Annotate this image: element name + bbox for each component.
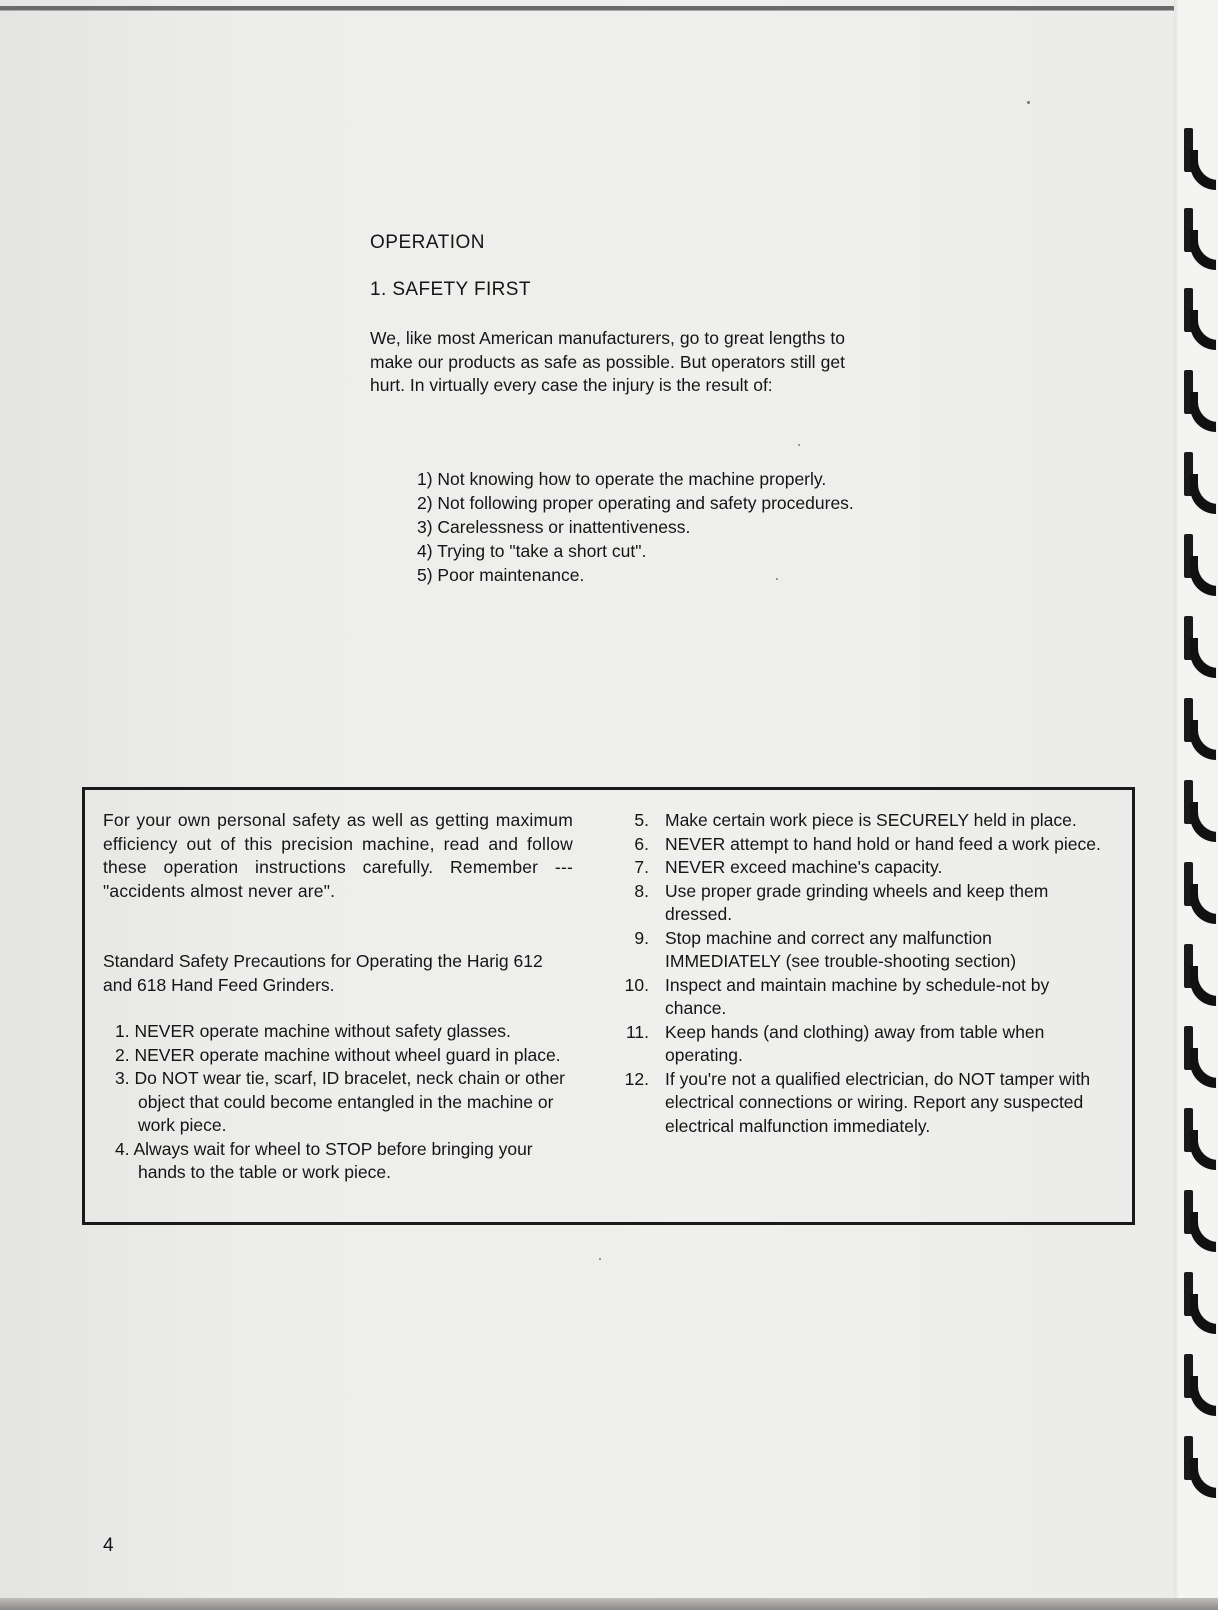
- page-number: 4: [103, 1535, 114, 1556]
- binding-ring-icon: [1184, 1354, 1214, 1420]
- box-right-column: [615, 809, 1101, 1138]
- binding-ring-icon: [1184, 370, 1214, 436]
- precautions-list-right: [615, 809, 1101, 1138]
- precautions-list-left: [115, 1020, 573, 1185]
- list-item: [615, 833, 1101, 857]
- injury-causes-list: [417, 467, 857, 587]
- item-text: Inspect and maintain machine by schedule-not by chance.: [665, 974, 1050, 1018]
- item-text: If you're not a qualified electrician, do NOT tamper with electrical connections or wiring. Report any suspected electrical malfunction immediately.: [665, 1068, 1091, 1136]
- binding-ring-icon: [1184, 1026, 1214, 1092]
- item-number: 10.: [624, 974, 649, 995]
- precautions-title: Standard Safety Precautions for Operating the Harig 612 and 618 Hand Feed Grinders.: [103, 951, 543, 995]
- binding-ring-icon: [1184, 1190, 1214, 1256]
- binding-ring-icon: [1184, 944, 1214, 1010]
- item-number: 6.: [634, 833, 649, 854]
- binding-ring-icon: [1184, 208, 1214, 274]
- list-item: [615, 1021, 1101, 1068]
- list-item: 1. NEVER operate machine without safety glasses.: [115, 1021, 511, 1041]
- binding-ring-icon: [1184, 288, 1214, 354]
- binding-ring-icon: [1184, 1436, 1214, 1502]
- item-text: Keep hands (and clothing) away from table when operating.: [665, 1021, 1045, 1065]
- page-heading: OPERATION: [370, 232, 485, 253]
- item-text: Make certain work piece is SECURELY held in place.: [665, 810, 1077, 830]
- binding-ring-icon: [1184, 862, 1214, 928]
- list-item: 3. Do NOT wear tie, scarf, ID bracelet, neck chain or other object that could become entangled in the machine or work piece.: [115, 1068, 566, 1135]
- item-number: 8.: [634, 880, 649, 901]
- box-left-column: [103, 809, 573, 1185]
- speck: [599, 1258, 601, 1260]
- list-item: 3) Carelessness or inattentiveness.: [417, 517, 691, 537]
- binding-ring-icon: [1184, 452, 1214, 518]
- item-number: 11.: [625, 1021, 649, 1042]
- list-item: [615, 1068, 1101, 1139]
- list-item: 5) Poor maintenance.: [417, 565, 585, 585]
- list-item: 4. Always wait for wheel to STOP before bringing your hands to the table or work piece.: [115, 1138, 533, 1182]
- list-item: 1) Not knowing how to operate the machine properly.: [417, 469, 827, 489]
- safety-precautions-box: [82, 787, 1135, 1225]
- speck: [1027, 101, 1030, 104]
- item-text: NEVER attempt to hand hold or hand feed a work piece.: [665, 833, 1101, 854]
- list-item: [615, 809, 1101, 833]
- intro-paragraph: We, like most American manufacturers, go to great lengths to make our products as safe as possible. But operators still get hurt. In virtually every case the injury is the result of:: [370, 328, 845, 395]
- binding-ring-icon: [1184, 1272, 1214, 1338]
- list-item: [615, 927, 1101, 974]
- item-number: 12.: [624, 1068, 649, 1089]
- binding-ring-icon: [1184, 534, 1214, 600]
- list-item: 4) Trying to "take a short cut".: [417, 541, 647, 561]
- item-text: Use proper grade grinding wheels and keep them dressed.: [665, 880, 1049, 924]
- binding-ring-icon: [1184, 780, 1214, 846]
- item-text: NEVER exceed machine's capacity.: [665, 857, 943, 877]
- list-item: [615, 880, 1101, 927]
- safety-note: For your own personal safety as well as getting maximum efficiency out of this precision machine, read and follow these operation instructions carefully. Remember --- "accidents almost never are".: [103, 810, 573, 901]
- item-number: 5.: [634, 810, 649, 830]
- section-title: 1. SAFETY FIRST: [370, 279, 531, 300]
- item-number: 7.: [634, 857, 649, 877]
- item-text: Stop machine and correct any malfunction IMMEDIATELY (see trouble-shooting section): [665, 927, 1017, 971]
- item-number: 9.: [634, 927, 649, 948]
- list-item: [615, 856, 1101, 880]
- binding-ring-icon: [1184, 1108, 1214, 1174]
- list-item: 2) Not following proper operating and safety procedures.: [417, 493, 854, 513]
- binding-ring-icon: [1184, 698, 1214, 764]
- binding-ring-icon: [1184, 616, 1214, 682]
- speck: [798, 444, 800, 446]
- bottom-edge: [0, 1598, 1218, 1610]
- list-item: [615, 974, 1101, 1021]
- binding-ring-icon: [1184, 128, 1214, 194]
- list-item: 2. NEVER operate machine without wheel guard in place.: [115, 1044, 561, 1065]
- top-edge-shadow: [0, 10, 1200, 11]
